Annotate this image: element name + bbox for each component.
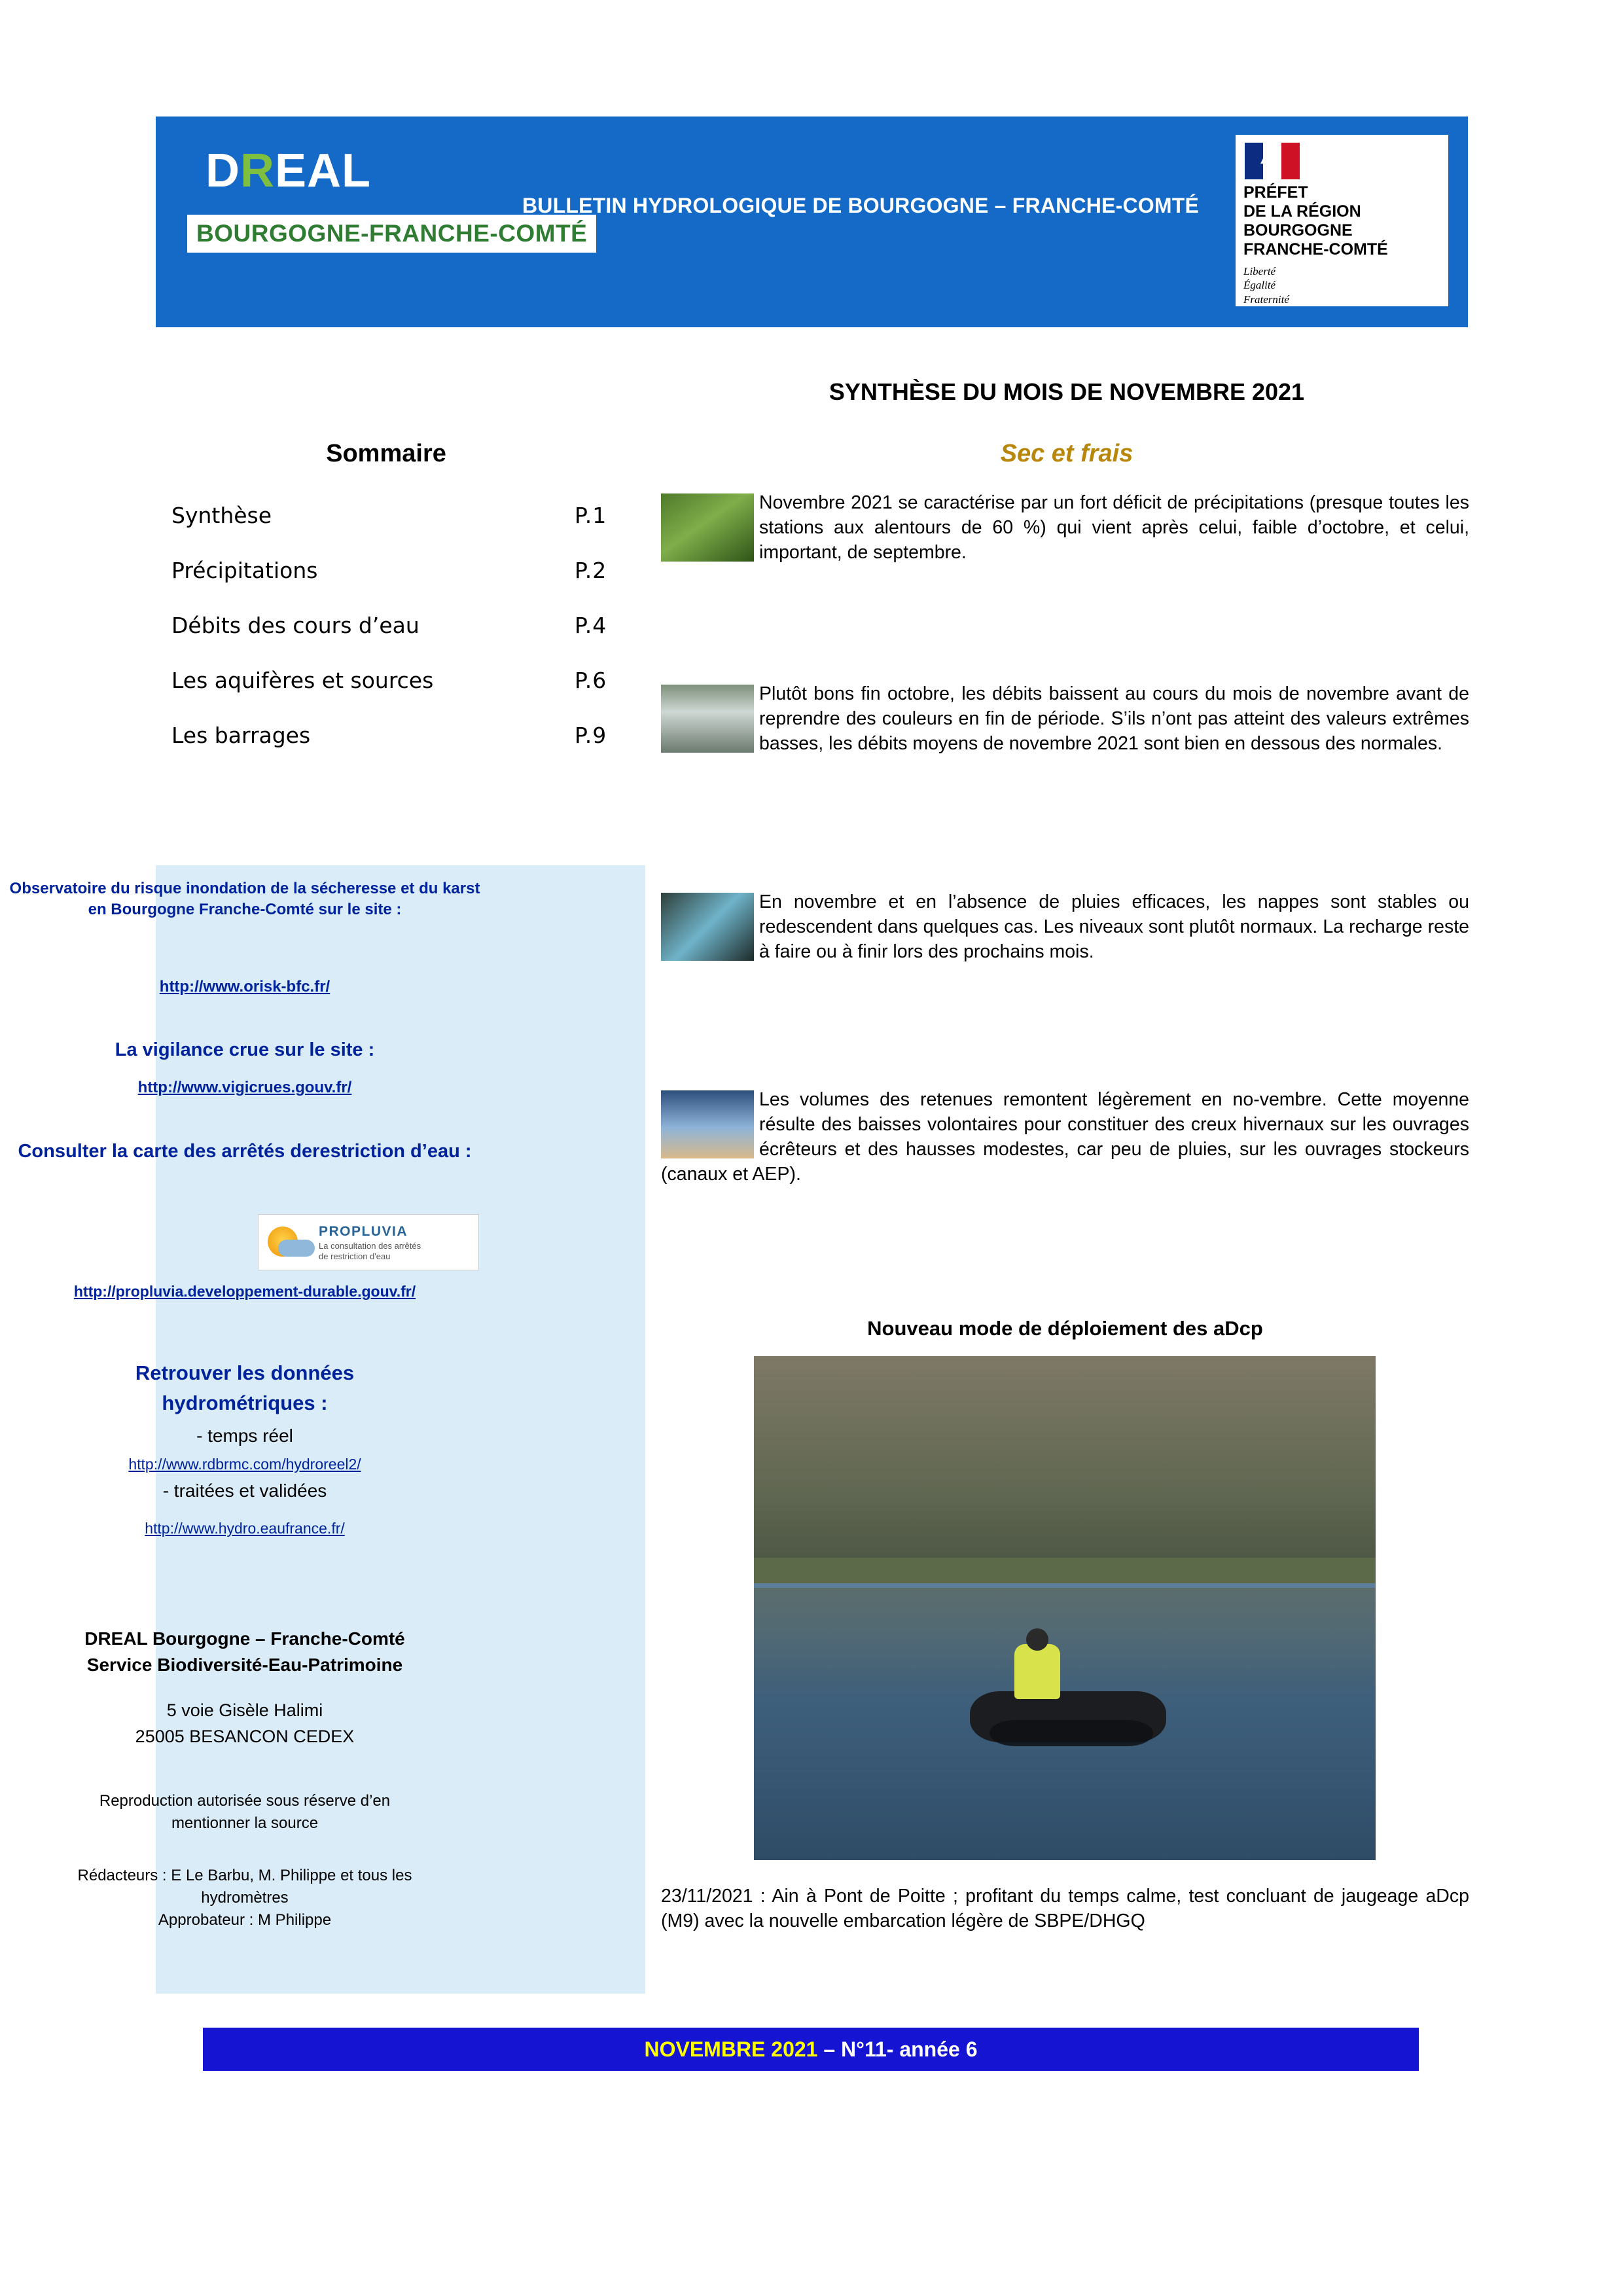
- list-item[interactable]: [171, 497, 630, 552]
- paragraph-text: En novembre et en l’absence de pluies efficaces, les nappes sont stables ou redescendent dans quelques cas. Les niveaux sont plutôt normaux. La recharge reste à faire ou à finir lors des prochains mois.: [759, 891, 1469, 962]
- river-photo: [661, 685, 754, 753]
- cave-spring-photo: [661, 893, 754, 961]
- photo-trees: [754, 1356, 1376, 1568]
- vigilance-link-row: [9, 1079, 480, 1097]
- photo-operator: [1014, 1644, 1060, 1699]
- orisk-link[interactable]: http://www.orisk-bfc.fr/: [159, 978, 330, 996]
- paragraph-nappes: [661, 890, 1469, 965]
- summary-item-label: Synthèse: [171, 503, 272, 528]
- hydro-realtime-link-row: [9, 1456, 480, 1473]
- photo-boat-reflection: [990, 1720, 1153, 1746]
- republic-motto: [1243, 264, 1440, 306]
- redacteurs-line1: Rédacteurs : E Le Barbu, M. Philippe et tous les: [77, 1867, 412, 1884]
- footer-month: NOVEMBRE 2021: [644, 2037, 818, 2061]
- summary-item-label: Les barrages: [171, 723, 311, 748]
- list-item[interactable]: [171, 607, 630, 662]
- org-name-line2: Service Biodiversité-Eau-Patrimoine: [86, 1655, 403, 1675]
- footer-issue: – N°11- année 6: [817, 2037, 978, 2061]
- marianne-icon: ▲: [1257, 147, 1276, 168]
- leaf-droplets-photo: [661, 493, 754, 562]
- main-subtitle: Sec et frais: [1000, 440, 1133, 467]
- motto-egalite: Égalité: [1243, 279, 1276, 292]
- vigicrues-link[interactable]: http://www.vigicrues.gouv.fr/: [137, 1079, 352, 1096]
- summary-item-page: P.9: [575, 723, 607, 748]
- prefet-line-1: PRÉFET: [1243, 183, 1308, 202]
- propluvia-link[interactable]: http://propluvia.developpement-durable.gouv.fr/: [73, 1283, 416, 1300]
- prefet-lines: [1243, 183, 1440, 259]
- summary-item-label: Débits des cours d’eau: [171, 613, 419, 638]
- hydro-realtime-label: - temps réel: [196, 1426, 293, 1446]
- summary-item-page: P.1: [575, 503, 607, 528]
- summary-item-page: P.2: [575, 558, 607, 583]
- paragraph-text: Les volumes des retenues remontent légèrement en no-vembre. Cette moyenne résulte des baisses volontaires pour constituer des creux hivernaux sur les ouvrages écrêteurs et des hausses modestes, car peu de pluies, sur les ouvrages stockeurs (canaux et AEP).: [661, 1089, 1469, 1185]
- summary-item-page: P.6: [575, 668, 607, 693]
- list-item[interactable]: [171, 662, 630, 717]
- photo-title: Nouveau mode de déploiement des aDcp: [867, 1317, 1263, 1340]
- dreal-logo: [174, 137, 606, 304]
- propluvia-name: PROPLUVIA: [319, 1224, 408, 1239]
- photo-reflection: [754, 1588, 1376, 1698]
- adcp-boat-photo: [754, 1356, 1376, 1860]
- summary-title: Sommaire: [326, 440, 446, 467]
- summary-item-page: P.4: [575, 613, 607, 638]
- paragraph-retenues: [661, 1088, 1469, 1187]
- dreal-wordmark: DREAL: [205, 145, 372, 197]
- photo-operator-head: [1026, 1628, 1048, 1651]
- redacteurs-line2: hydromètres: [201, 1889, 289, 1907]
- paragraph-text: Plutôt bons fin octobre, les débits baissent au cours du mois de novembre avant de reprendre des couleurs en fin de période. S’ils n’ont pas atteint des valeurs extrêmes basses, les débits moyens de novembre 2021 sont bien en dessous des normales.: [759, 683, 1469, 754]
- summary-list: [171, 497, 630, 772]
- hydroreel-link[interactable]: http://www.rdbrmc.com/hydroreel2/: [128, 1456, 361, 1473]
- paragraph-precipitations: [661, 491, 1469, 565]
- orisk-description: Observatoire du risque inondation de la sécheresse et du karst en Bourgogne Franche-Comté sur le site :: [9, 880, 480, 918]
- paragraph-debits: [661, 682, 1469, 757]
- summary-item-label: Précipitations: [171, 558, 318, 583]
- hydro-validated-link-row: [9, 1520, 480, 1537]
- page-title: SYNTHÈSE DU MOIS DE NOVEMBRE 2021: [829, 378, 1305, 405]
- list-item[interactable]: [171, 717, 630, 772]
- hydro-title-line1: Retrouver les données: [135, 1361, 355, 1384]
- hydro-title-line2: hydrométriques :: [162, 1391, 328, 1414]
- summary-item-label: Les aquifères et sources: [171, 668, 434, 693]
- propluvia-subtitle: [319, 1241, 421, 1263]
- french-flag-icon: [1245, 143, 1300, 179]
- motto-fraternite: Fraternité: [1243, 293, 1289, 306]
- list-item[interactable]: [171, 552, 630, 607]
- photo-caption: 23/11/2021 : Ain à Pont de Poitte ; profitant du temps calme, test concluant de jaugeage aDcp (M9) avec la nouvelle embarcation légère de SBPE/DHGQ: [661, 1886, 1469, 1932]
- motto-liberte: Liberté: [1243, 265, 1276, 278]
- prefet-logo-block: [1236, 135, 1448, 306]
- header-banner: [156, 117, 1468, 327]
- dreal-region-label: BOURGOGNE-FRANCHE-COMTÉ: [187, 215, 596, 253]
- reproduction-line1: Reproduction autorisée sous réserve d’en: [99, 1792, 391, 1810]
- arretes-title: Consulter la carte des arrêtés derestriction d’eau :: [18, 1141, 472, 1162]
- orisk-link-row: [9, 978, 480, 996]
- hydro-eaufrance-link[interactable]: http://www.hydro.eaufrance.fr/: [145, 1520, 345, 1537]
- propluvia-link-row: [9, 1283, 480, 1300]
- prefet-line-2: DE LA RÉGION: [1243, 202, 1361, 221]
- cloud-icon: [278, 1240, 315, 1257]
- dam-photo: [661, 1090, 754, 1158]
- reproduction-line2: mentionner la source: [171, 1814, 319, 1832]
- propluvia-sub-line1: La consultation des arrêtés: [319, 1241, 421, 1251]
- footer-bar: [203, 2028, 1419, 2071]
- hydro-validated-label: - traitées et validées: [162, 1480, 327, 1501]
- address-line1: 5 voie Gisèle Halimi: [166, 1700, 323, 1720]
- vigilance-title: La vigilance crue sur le site :: [115, 1039, 375, 1060]
- approbateur-line: Approbateur : M Philippe: [158, 1911, 332, 1929]
- prefet-line-3: BOURGOGNE: [1243, 221, 1353, 240]
- propluvia-sub-line2: de restriction d'eau: [319, 1251, 391, 1262]
- paragraph-text: Novembre 2021 se caractérise par un fort déficit de précipitations (presque toutes les stations aux alentours de 60 %) qui vient après celui, faible d’octobre, et celui, important, de septembre.: [759, 492, 1469, 563]
- address-line2: 25005 BESANCON CEDEX: [135, 1727, 355, 1746]
- propluvia-logo[interactable]: [258, 1214, 479, 1270]
- bulletin-title: BULLETIN HYDROLOGIQUE DE BOURGOGNE – FRANCHE-COMTÉ: [522, 194, 1200, 217]
- prefet-line-4: FRANCHE-COMTÉ: [1243, 240, 1388, 259]
- org-name-line1: DREAL Bourgogne – Franche-Comté: [84, 1628, 405, 1649]
